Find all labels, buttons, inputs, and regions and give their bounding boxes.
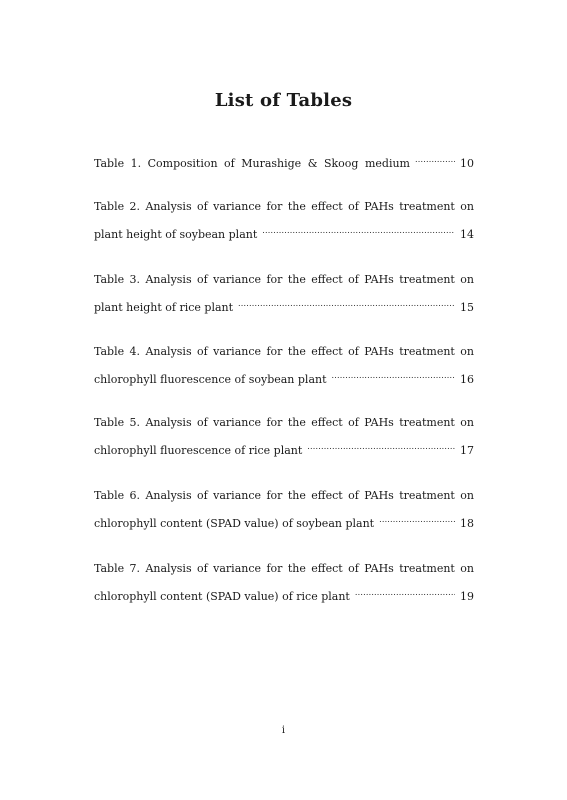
page-title: List of Tables bbox=[214, 90, 353, 111]
toc-word: of bbox=[348, 416, 359, 429]
toc-line bbox=[94, 151, 474, 170]
toc-word: on bbox=[460, 273, 474, 286]
toc-page-number: 19 bbox=[460, 590, 474, 603]
toc-word: on bbox=[460, 562, 474, 575]
toc-word: on bbox=[460, 200, 474, 213]
toc-page-number: 15 bbox=[460, 301, 474, 314]
toc-page-number: 17 bbox=[460, 444, 474, 457]
toc-entry-line-1 bbox=[94, 488, 474, 504]
toc-entry-table-6 bbox=[94, 488, 474, 530]
toc-word: on bbox=[460, 489, 474, 502]
toc-page-number: 18 bbox=[460, 517, 474, 530]
toc-word: Table bbox=[94, 416, 125, 429]
toc-word: of bbox=[348, 200, 359, 213]
dot-leader bbox=[415, 151, 455, 167]
toc-entry-text: chlorophyll fluorescence of rice plant bbox=[94, 444, 303, 457]
dot-leader bbox=[307, 438, 455, 454]
toc-word: variance bbox=[213, 345, 262, 358]
toc-page-number: 10 bbox=[460, 157, 474, 170]
toc-word: for bbox=[266, 416, 283, 429]
toc-word: 4. bbox=[129, 345, 141, 358]
dot-leader bbox=[379, 511, 455, 527]
toc-word: PAHs bbox=[364, 200, 394, 213]
toc-word: Analysis bbox=[145, 562, 192, 575]
toc-word: effect bbox=[311, 200, 343, 213]
toc-entry-line-1 bbox=[94, 415, 474, 431]
toc-word: on bbox=[460, 345, 474, 358]
page-number: i bbox=[281, 725, 286, 736]
toc-entry-text: plant height of rice plant bbox=[94, 301, 234, 314]
toc-word: on bbox=[460, 416, 474, 429]
toc-word: of bbox=[197, 489, 208, 502]
toc-entry-line-1 bbox=[94, 272, 474, 288]
toc-line bbox=[94, 222, 474, 241]
toc-word: the bbox=[287, 562, 306, 575]
toc-word: PAHs bbox=[364, 345, 394, 358]
toc-entry-table-1 bbox=[94, 151, 474, 170]
toc-entry-text: Table 1. Composition of Murashige & Skoog medium bbox=[94, 157, 410, 170]
toc-entry-table-7 bbox=[94, 561, 474, 603]
toc-word: Analysis bbox=[145, 200, 192, 213]
toc-word: PAHs bbox=[364, 416, 394, 429]
toc-word: of bbox=[348, 273, 359, 286]
toc-entry-table-5 bbox=[94, 415, 474, 457]
toc-word: of bbox=[197, 273, 208, 286]
toc-word: treatment bbox=[399, 345, 455, 358]
toc-entry-text: chlorophyll content (SPAD value) of soybean plant bbox=[94, 517, 375, 530]
toc-word: Analysis bbox=[145, 416, 192, 429]
toc-word: effect bbox=[311, 273, 343, 286]
toc-word: of bbox=[197, 345, 208, 358]
toc-word: effect bbox=[311, 416, 343, 429]
toc-entry-line-1 bbox=[94, 344, 474, 360]
toc-word: treatment bbox=[399, 200, 455, 213]
toc-word: 3. bbox=[129, 273, 141, 286]
toc-line bbox=[94, 367, 474, 386]
toc-word: the bbox=[287, 273, 306, 286]
toc-word: of bbox=[197, 562, 208, 575]
toc-word: for bbox=[266, 345, 283, 358]
toc-entry-text: plant height of soybean plant bbox=[94, 228, 258, 241]
toc-word: Table bbox=[94, 200, 125, 213]
dot-leader bbox=[238, 295, 455, 311]
toc-word: variance bbox=[213, 562, 262, 575]
toc-word: Analysis bbox=[145, 489, 192, 502]
toc-page-number: 16 bbox=[460, 373, 474, 386]
toc-word: PAHs bbox=[364, 273, 394, 286]
toc-word: Table bbox=[94, 273, 125, 286]
toc-word: variance bbox=[213, 489, 262, 502]
toc-entry-line-1 bbox=[94, 199, 474, 215]
toc-word: variance bbox=[213, 273, 262, 286]
toc-word: Table bbox=[94, 562, 125, 575]
toc-word: of bbox=[197, 416, 208, 429]
toc-word: treatment bbox=[399, 273, 455, 286]
toc-word: 6. bbox=[129, 489, 141, 502]
toc-word: treatment bbox=[399, 562, 455, 575]
toc-word: of bbox=[348, 489, 359, 502]
toc-word: 7. bbox=[129, 562, 141, 575]
toc-line bbox=[94, 511, 474, 530]
toc-word: for bbox=[266, 489, 283, 502]
toc-entry-table-2 bbox=[94, 199, 474, 241]
toc-line bbox=[94, 295, 474, 314]
toc-line bbox=[94, 584, 474, 603]
toc-page-number: 14 bbox=[460, 228, 474, 241]
toc-word: Analysis bbox=[145, 345, 192, 358]
toc-word: for bbox=[266, 200, 283, 213]
toc-entry-text: chlorophyll content (SPAD value) of rice plant bbox=[94, 590, 350, 603]
toc-word: the bbox=[287, 416, 306, 429]
toc-word: for bbox=[266, 562, 283, 575]
toc-word: Analysis bbox=[145, 273, 192, 286]
toc-word: variance bbox=[213, 416, 262, 429]
dot-leader bbox=[262, 222, 455, 238]
toc-word: effect bbox=[311, 345, 343, 358]
toc-word: Table bbox=[94, 345, 125, 358]
toc-word: the bbox=[287, 200, 306, 213]
dot-leader bbox=[332, 367, 455, 383]
toc-word: treatment bbox=[399, 416, 455, 429]
toc-word: 2. bbox=[129, 200, 141, 213]
toc-word: the bbox=[287, 489, 306, 502]
toc-word: PAHs bbox=[364, 489, 394, 502]
toc-word: 5. bbox=[129, 416, 141, 429]
toc-word: of bbox=[348, 562, 359, 575]
toc-word: the bbox=[287, 345, 306, 358]
toc-word: of bbox=[348, 345, 359, 358]
toc-word: effect bbox=[311, 489, 343, 502]
toc-word: effect bbox=[311, 562, 343, 575]
toc-word: variance bbox=[213, 200, 262, 213]
toc-entry-text: chlorophyll fluorescence of soybean plant bbox=[94, 373, 327, 386]
toc-word: PAHs bbox=[364, 562, 394, 575]
toc-line bbox=[94, 438, 474, 457]
toc-word: treatment bbox=[399, 489, 455, 502]
toc-entry-table-4 bbox=[94, 344, 474, 386]
toc-word: Table bbox=[94, 489, 125, 502]
toc-word: for bbox=[266, 273, 283, 286]
dot-leader bbox=[355, 584, 455, 600]
toc-entry-line-1 bbox=[94, 561, 474, 577]
toc-word: of bbox=[197, 200, 208, 213]
toc-entry-table-3 bbox=[94, 272, 474, 314]
